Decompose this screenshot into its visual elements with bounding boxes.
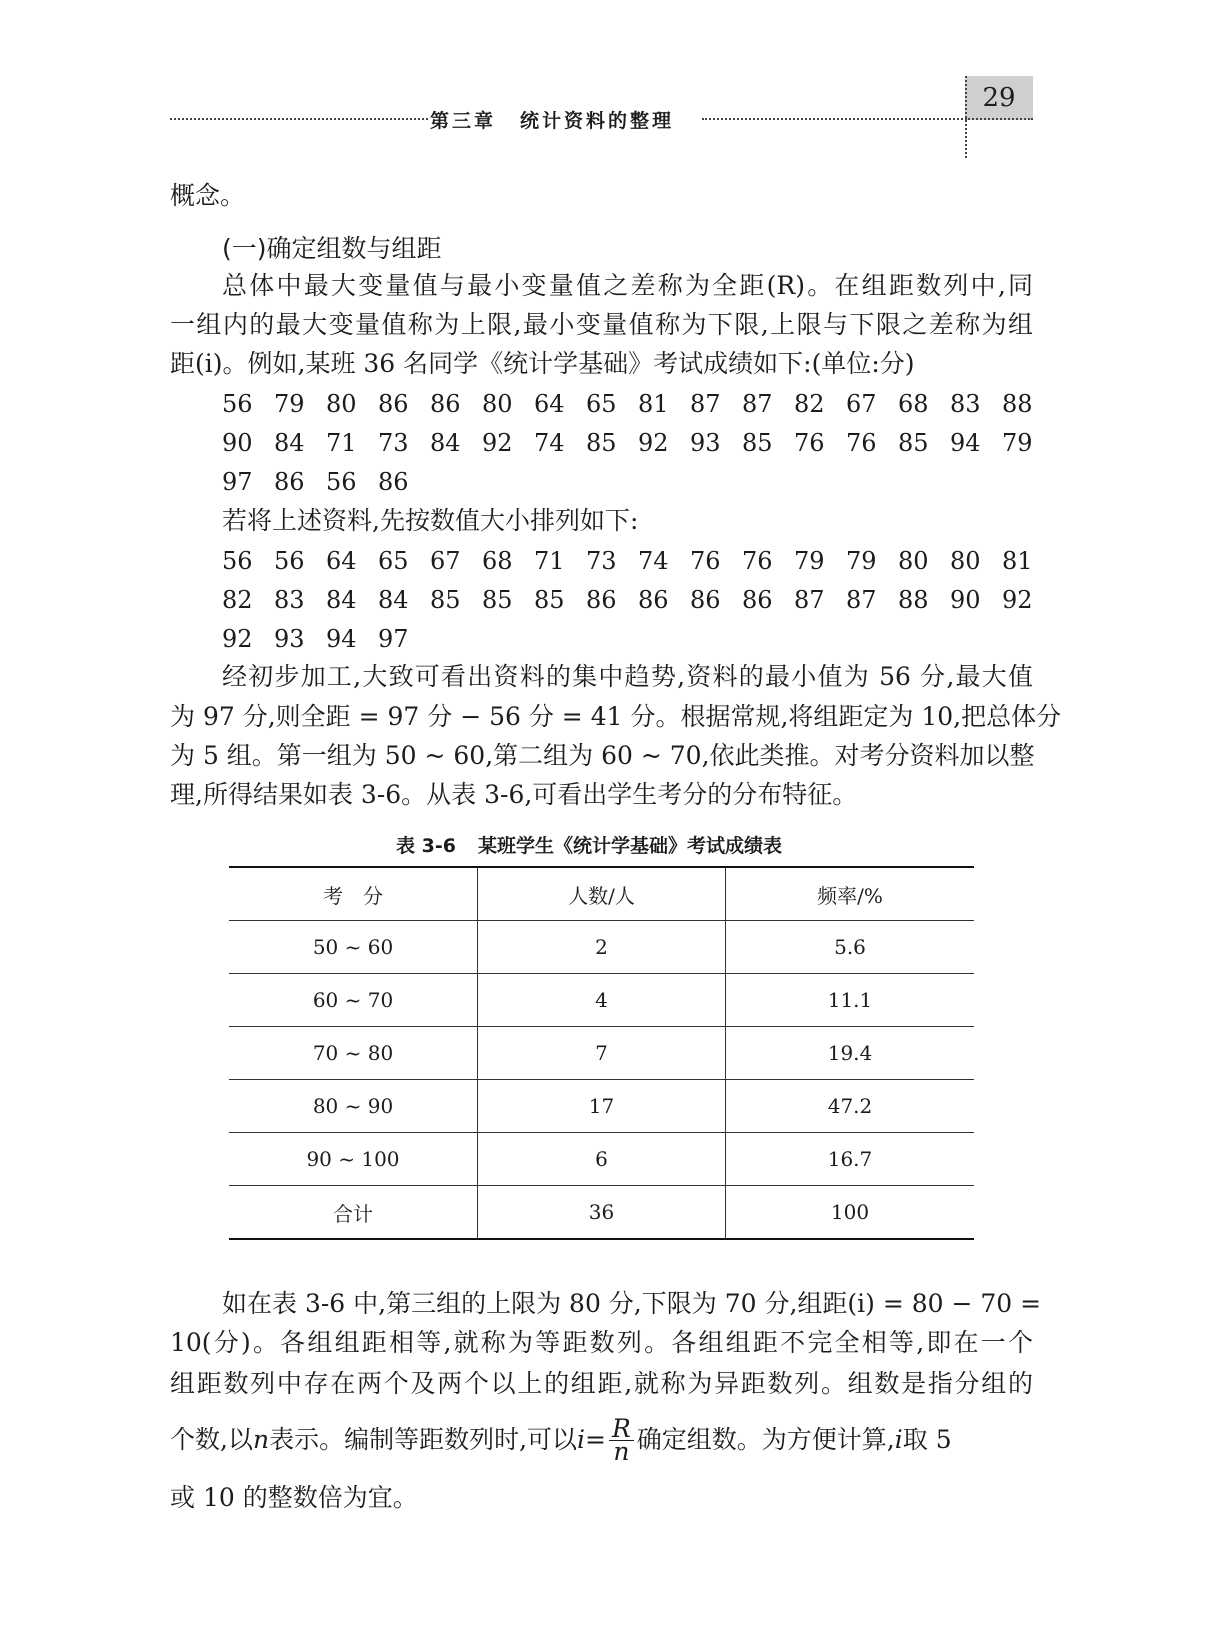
score-value: 79	[794, 547, 825, 575]
score-value: 65	[586, 390, 617, 418]
section-subheading: (一)确定组数与组距	[222, 234, 442, 263]
score-value: 93	[690, 429, 721, 457]
score-value: 85	[586, 429, 617, 457]
score-value: 71	[534, 547, 565, 575]
fraction-r-over-n	[609, 1413, 634, 1466]
score-value: 73	[378, 429, 409, 457]
score-value: 86	[690, 586, 721, 614]
score-value: 87	[690, 390, 721, 418]
score-value: 76	[794, 429, 825, 457]
score-value: 81	[1002, 547, 1033, 575]
variable-i: i	[577, 1425, 586, 1454]
table-row	[229, 1080, 974, 1133]
text-segment: 确定组数。为方便计算,	[636, 1425, 895, 1454]
score-value: 82	[794, 390, 825, 418]
text-segment: 表示。编制等距数列时,可以	[269, 1425, 578, 1454]
score-value: 92	[638, 429, 669, 457]
score-value: 67	[430, 547, 461, 575]
score-value: 92	[482, 429, 513, 457]
score-value: 85	[742, 429, 773, 457]
score-value: 80	[326, 390, 357, 418]
paragraph-line: 理,所得结果如表 3-6。从表 3-6,可看出学生考分的分布特征。	[170, 780, 858, 809]
raw-scores-block	[222, 390, 1054, 496]
fraction-numerator: R	[609, 1418, 634, 1441]
fraction-denominator: n	[613, 1436, 630, 1466]
column-header-score: 考 分	[229, 867, 478, 921]
table-header-row	[229, 867, 974, 921]
paragraph-line-formula	[170, 1412, 1033, 1468]
chapter-title: 统计资料的整理	[520, 110, 675, 132]
count-cell: 36	[478, 1186, 726, 1240]
text-segment: 个数,以	[170, 1425, 253, 1454]
score-value: 83	[950, 390, 981, 418]
table-title: 某班学生《统计学基础》考试成绩表	[477, 835, 782, 857]
paragraph-line: 组距数列中存在两个及两个以上的组距,就称为异距数列。组数是指分组的	[170, 1369, 1033, 1398]
grade-distribution-table	[229, 866, 974, 1240]
header-rule-left	[170, 118, 428, 120]
count-cell: 17	[478, 1080, 726, 1133]
score-value: 56	[274, 547, 305, 575]
score-value: 86	[638, 586, 669, 614]
table-row	[229, 1186, 974, 1240]
paragraph-line: 为 97 分,则全距 = 97 分 − 56 分 = 41 分。根据常规,将组距定为 10,把总体分	[170, 702, 1062, 731]
paragraph-line: 为 5 组。第一组为 50 ~ 60,第二组为 60 ~ 70,依此类推。对考分资料加以整	[170, 741, 1035, 770]
score-value: 80	[898, 547, 929, 575]
paragraph-line: 10(分)。各组组距相等,就称为等距数列。各组组距不完全相等,即在一个	[170, 1328, 1033, 1357]
score-value: 84	[274, 429, 305, 457]
score-value: 79	[846, 547, 877, 575]
page-number-vertical-rule	[965, 76, 967, 158]
column-header-count: 人数/人	[478, 867, 726, 921]
score-value: 88	[1002, 390, 1033, 418]
table-body	[229, 921, 974, 1240]
score-range-cell: 70 ~ 80	[229, 1027, 478, 1080]
score-value: 56	[222, 547, 253, 575]
score-value: 68	[482, 547, 513, 575]
table-caption	[396, 831, 782, 858]
paragraph-line: 一组内的最大变量值称为上限,最小变量值称为下限,上限与下限之差称为组	[170, 310, 1033, 339]
score-value: 80	[950, 547, 981, 575]
score-value: 86	[378, 390, 409, 418]
score-value: 85	[534, 586, 565, 614]
score-value: 80	[482, 390, 513, 418]
score-value: 56	[326, 468, 357, 496]
score-value: 85	[898, 429, 929, 457]
score-value: 85	[482, 586, 513, 614]
score-value: 86	[586, 586, 617, 614]
score-value: 67	[846, 390, 877, 418]
chapter-label: 第三章	[430, 110, 497, 132]
score-value: 71	[326, 429, 357, 457]
table-row	[229, 974, 974, 1027]
score-range-cell: 80 ~ 90	[229, 1080, 478, 1133]
paragraph-line: 总体中最大变量值与最小变量值之差称为全距(R)。在组距数列中,同	[222, 271, 1033, 300]
score-value: 84	[378, 586, 409, 614]
score-value: 73	[586, 547, 617, 575]
text-segment: 取 5	[902, 1425, 952, 1454]
score-value: 64	[534, 390, 565, 418]
count-cell: 2	[478, 921, 726, 974]
paragraph-line: 经初步加工,大致可看出资料的集中趋势,资料的最小值为 56 分,最大值	[222, 662, 1033, 691]
score-range-cell: 50 ~ 60	[229, 921, 478, 974]
score-value: 74	[534, 429, 565, 457]
table-row	[229, 921, 974, 974]
frequency-cell: 19.4	[726, 1027, 975, 1080]
score-value: 79	[1002, 429, 1033, 457]
score-row	[222, 547, 1054, 575]
table-row	[229, 1133, 974, 1186]
score-value: 86	[430, 390, 461, 418]
score-value: 92	[222, 625, 253, 653]
table-row	[229, 1027, 974, 1080]
frequency-cell: 100	[830, 1200, 870, 1224]
score-value: 68	[898, 390, 929, 418]
frequency-cell: 16.7	[726, 1133, 975, 1186]
table-number: 表 3-6	[396, 835, 456, 857]
score-row	[222, 429, 1054, 457]
header-rule-right	[702, 118, 970, 120]
page-number: 29	[965, 76, 1033, 120]
score-value: 86	[742, 586, 773, 614]
score-value: 81	[638, 390, 669, 418]
score-value: 86	[274, 468, 305, 496]
score-range-cell: 90 ~ 100	[229, 1133, 478, 1186]
score-row	[222, 625, 1054, 653]
count-cell: 4	[478, 974, 726, 1027]
score-value: 94	[950, 429, 981, 457]
column-header-frequency: 频率/%	[726, 867, 975, 921]
score-row	[222, 390, 1054, 418]
score-row	[222, 586, 1054, 614]
frequency-cell: 47.2	[726, 1080, 975, 1133]
score-value: 82	[222, 586, 253, 614]
equals-sign: =	[585, 1425, 606, 1454]
paragraph-line: 如在表 3-6 中,第三组的上限为 80 分,下限为 70 分,组距(i) = 80 − 70 =	[222, 1289, 1042, 1318]
score-value: 93	[274, 625, 305, 653]
score-value: 76	[846, 429, 877, 457]
paragraph-line: 若将上述资料,先按数值大小排列如下:	[222, 506, 639, 535]
score-value: 87	[794, 586, 825, 614]
score-value: 83	[274, 586, 305, 614]
score-value: 85	[430, 586, 461, 614]
frequency-cell: 11.1	[726, 974, 975, 1027]
score-value: 87	[846, 586, 877, 614]
score-value: 97	[378, 625, 409, 653]
score-row	[222, 468, 1054, 496]
score-range-cell: 60 ~ 70	[229, 974, 478, 1027]
score-value: 90	[222, 429, 253, 457]
variable-i: i	[894, 1425, 903, 1454]
paragraph-line: 或 10 的整数倍为宜。	[170, 1483, 418, 1512]
score-value: 84	[430, 429, 461, 457]
score-value: 88	[898, 586, 929, 614]
frequency-cell: 5.6	[726, 921, 975, 974]
score-value: 90	[950, 586, 981, 614]
sorted-scores-block	[222, 547, 1054, 653]
score-value: 74	[638, 547, 669, 575]
score-value: 56	[222, 390, 253, 418]
score-value: 92	[1002, 586, 1033, 614]
score-value: 84	[326, 586, 357, 614]
count-cell: 7	[478, 1027, 726, 1080]
score-value: 79	[274, 390, 305, 418]
score-value: 94	[326, 625, 357, 653]
page-number-rule	[965, 118, 1033, 120]
paragraph-line: 距(i)。例如,某班 36 名同学《统计学基础》考试成绩如下:(单位:分)	[170, 349, 915, 378]
variable-n: n	[252, 1425, 270, 1454]
running-header	[430, 106, 674, 133]
score-value: 87	[742, 390, 773, 418]
score-value: 76	[742, 547, 773, 575]
count-cell: 6	[478, 1133, 726, 1186]
score-value: 65	[378, 547, 409, 575]
score-value: 97	[222, 468, 253, 496]
score-value: 64	[326, 547, 357, 575]
score-value: 76	[690, 547, 721, 575]
text-line: 概念。	[170, 181, 246, 210]
score-value: 86	[378, 468, 409, 496]
score-range-cell: 合计	[229, 1186, 478, 1240]
